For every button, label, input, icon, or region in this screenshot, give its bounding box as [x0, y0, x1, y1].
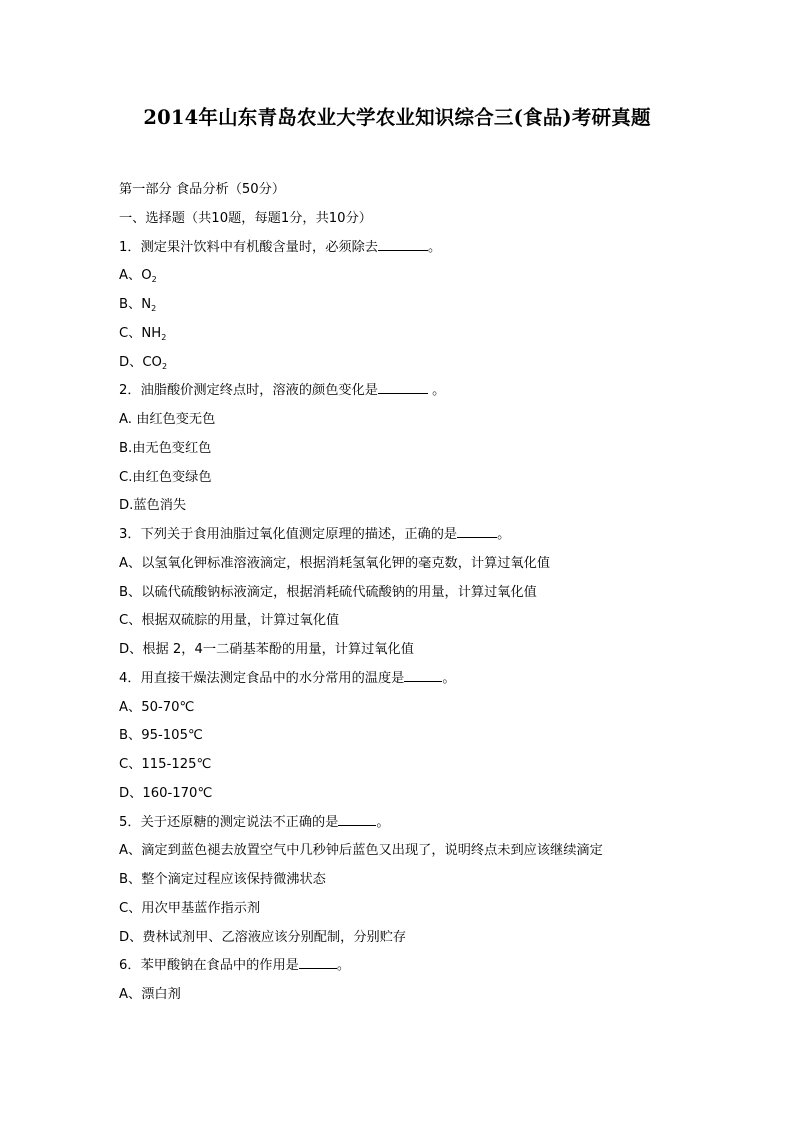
option-text: 160-170℃ [142, 785, 213, 801]
option-label: A、 [119, 555, 142, 571]
question-end: 。 [376, 814, 390, 830]
answer-blank [378, 379, 428, 394]
option-label: B、 [119, 728, 142, 744]
option-text: 115-125℃ [141, 757, 212, 772]
subscript: 2 [161, 361, 168, 371]
part-heading: 第一部分 食品分析（50分） [119, 182, 286, 197]
option [119, 579, 719, 608]
question-text: 1．测定果汁饮料中有机酸含量时，必须除去 [119, 239, 378, 255]
option [119, 550, 719, 579]
option-text: NH [141, 325, 162, 341]
question-end: 。 [442, 670, 456, 686]
option [119, 780, 719, 809]
option-text: 以氢氧化钾标准溶液滴定，根据消耗氢氧化钾的毫克数，计算过氧化值 [141, 555, 551, 571]
option-text: O [141, 268, 152, 284]
option-label: C. [119, 469, 133, 485]
option-label: C、 [119, 757, 142, 772]
question-text: 6．苯甲酸钠在食品中的作用是 [119, 958, 299, 974]
option-label: A、 [119, 843, 142, 859]
option-text: 95-105℃ [141, 728, 203, 744]
option-text: CO [142, 354, 162, 370]
subscript: 2 [161, 332, 167, 342]
question-stem [119, 521, 719, 550]
option-label: C、 [119, 900, 142, 916]
answer-blank [404, 667, 442, 682]
option [119, 320, 719, 349]
option-label: D. [119, 498, 134, 514]
section-heading: 一、选择题（共10题，每题1分，共10分） [119, 210, 372, 226]
option-text: 根据 2，4一二硝基苯酚的用量，计算过氧化值 [142, 642, 414, 657]
option [119, 924, 719, 953]
option-label: C、 [119, 325, 142, 341]
option [119, 866, 719, 895]
option-label: D、 [119, 642, 143, 657]
option [119, 492, 719, 521]
option [119, 607, 719, 636]
option-label: A. [119, 412, 137, 427]
option [119, 464, 719, 493]
question-end: 。 [497, 527, 511, 542]
option [119, 262, 719, 291]
option-label: A、 [119, 268, 142, 284]
page-title: 2014年山东青岛农业大学农业知识综合三(食品)考研真题 [143, 106, 651, 129]
question-stem [119, 809, 719, 838]
answer-blank [299, 954, 337, 969]
option [119, 349, 719, 378]
answer-blank [457, 523, 497, 538]
option-text: 滴定到蓝色褪去放置空气中几秒钟后蓝色又出现了，说明终点未到应该继续滴定 [141, 843, 603, 859]
question-text: 2．油脂酸价测定终点时，溶液的颜色变化是 [119, 383, 378, 399]
option-text: 蓝色消失 [133, 498, 187, 514]
answer-blank [378, 236, 428, 251]
question-text: 5．关于还原糖的测定说法不正确的是 [119, 814, 339, 830]
option-text: 费林试剂甲、乙溶液应该分别配制，分别贮存 [142, 929, 407, 945]
question-end: 。 [336, 958, 351, 974]
subscript: 2 [151, 304, 157, 313]
subscript: 2 [151, 275, 157, 285]
option-label: D、 [119, 929, 143, 945]
option-label: B、 [119, 297, 142, 312]
option [119, 291, 719, 320]
option [119, 694, 719, 723]
option [119, 837, 719, 866]
option [119, 981, 719, 1010]
option-label: B、 [119, 872, 142, 887]
question-stem [119, 234, 719, 263]
option-text: 整个滴定过程应该保持微沸状态 [141, 872, 326, 887]
option-text: 以硫代硫酸钠标液滴定，根据消耗硫代硫酸钠的用量，计算过氧化值 [141, 584, 537, 600]
option-text: N [141, 297, 152, 312]
option-text: 由无色变红色 [132, 440, 212, 456]
question-end: 。 [427, 383, 446, 399]
option-text: 用次甲基蓝作指示剂 [141, 900, 261, 916]
option-label: B. [119, 440, 133, 456]
question-stem [119, 665, 719, 694]
option-text: 由红色变无色 [136, 412, 216, 427]
answer-blank [338, 811, 376, 826]
question-stem [119, 377, 719, 406]
option [119, 895, 719, 924]
option-label: A、 [119, 699, 142, 715]
option [119, 636, 719, 665]
option-text: 根据双硫腙的用量，计算过氧化值 [141, 613, 340, 629]
option-label: D、 [119, 354, 143, 370]
option-text: 由红色变绿色 [132, 469, 212, 485]
option [119, 406, 719, 435]
option-text: 漂白剂 [141, 987, 181, 1002]
option-label: B、 [119, 584, 142, 600]
question-text: 4．用直接干燥法测定食品中的水分常用的温度是 [119, 670, 405, 686]
question-stem [119, 952, 719, 981]
document-body [119, 176, 719, 1010]
option [119, 435, 719, 464]
option-label: C、 [119, 613, 142, 629]
question-text: 3．下列关于食用油脂过氧化值测定原理的描述，正确的是 [119, 527, 458, 542]
option [119, 751, 719, 780]
question-end: 。 [427, 239, 442, 255]
option-label: A、 [119, 987, 142, 1002]
option-text: 50-70℃ [141, 699, 195, 715]
option [119, 722, 719, 751]
option-label: D、 [119, 785, 143, 801]
